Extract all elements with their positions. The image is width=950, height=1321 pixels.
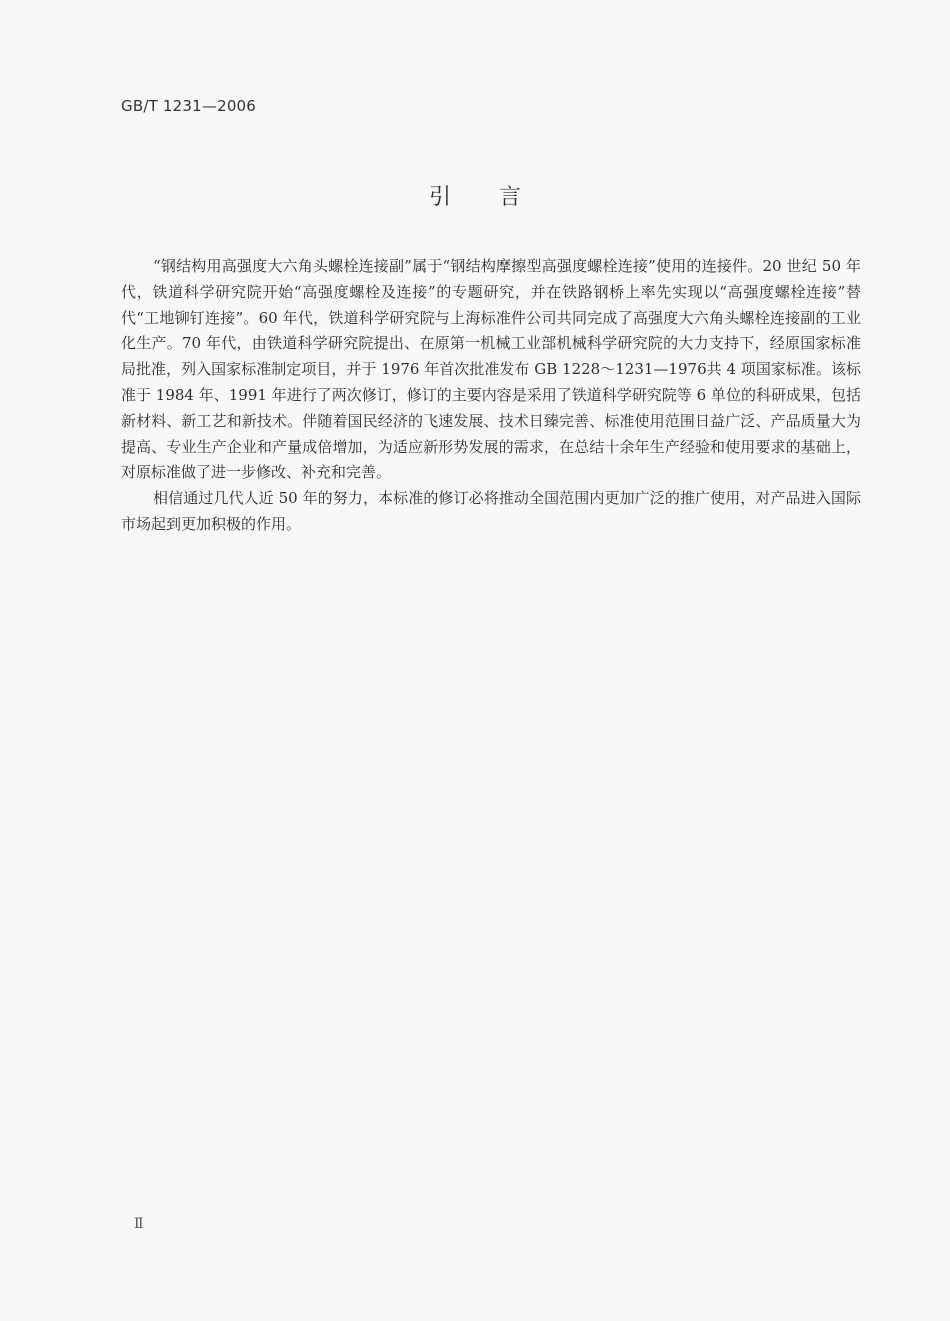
paragraph-1: “钢结构用高强度大六角头螺栓连接副”属于“钢结构摩擦型高强度螺栓连接”使用的连接件。20 世纪 50 年代，铁道科学研究院开始“高强度螺栓及连接”的专题研究，并在铁路钢桥上率先实现以“高强度螺栓连接”替代“工地铆钉连接”。60 年代，铁道科学研究院与上海标准件公司共同完成了高强度大六角头螺栓连接副的工业化生产。70 年代，由铁道科学研究院提出、在原第一机械工业部机械科学研究院的大力支持下，经原国家标准局批准，列入国家标准制定项目，并于 1976 年首次批准发布 GB 1228～1231—1976共 4 项国家标准。该标准于 1984 年、1991 年进行了两次修订，修订的主要内容是采用了铁道科学研究院等 6 单位的科研成果，包括新材料、新工艺和新技术。伴随着国民经济的飞速发展、技术日臻完善、标准使用范围日益广泛、产品质量大为提高、专业生产企业和产量成倍增加，为适应新形势发展的需求，在总结十余年生产经验和使用要求的基础上，对原标准做了进一步修改、补充和完善。 bbox=[121, 257, 861, 482]
standard-code: GB/T 1231—2006 bbox=[121, 97, 257, 115]
page-title: 引言 bbox=[428, 185, 569, 210]
page-number: Ⅱ bbox=[134, 1216, 144, 1232]
body-text bbox=[121, 254, 861, 538]
paragraph-2: 相信通过几代人近 50 年的努力，本标准的修订必将推动全国范围内更加广泛的推广使用，对产品进入国际市场起到更加积极的作用。 bbox=[121, 489, 861, 533]
